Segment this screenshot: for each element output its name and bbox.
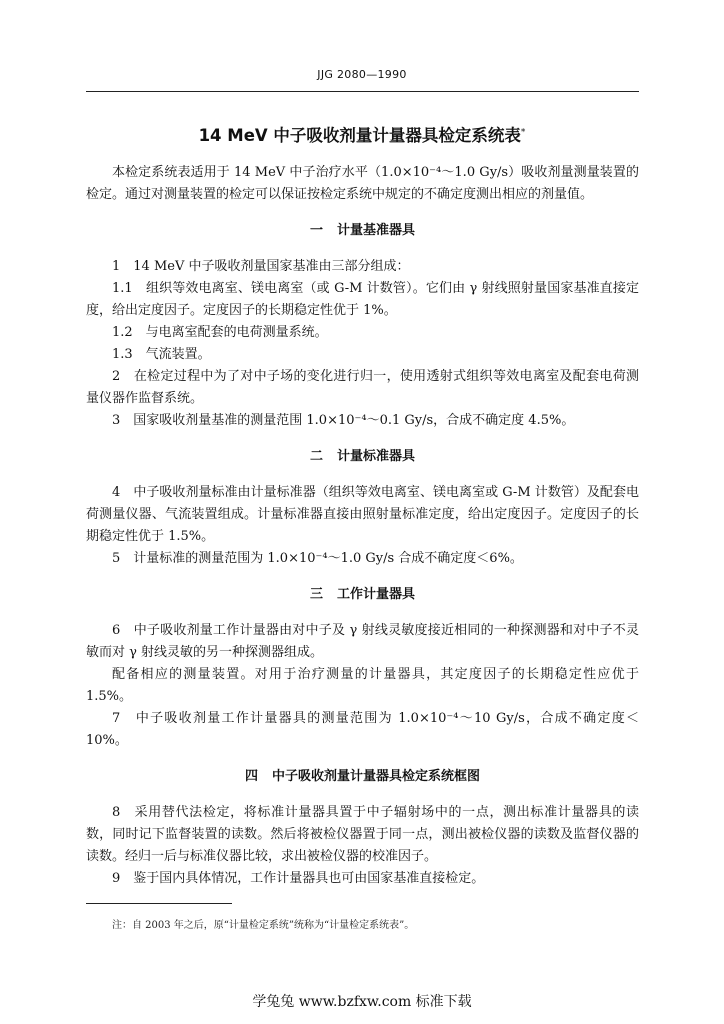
footer-watermark-text: 学兔兔 www.bzfxw.com 标准下载	[252, 994, 472, 1010]
intro-paragraph: 本检定系统表适用于 14 MeV 中子治疗水平（1.0×10⁻⁴～1.0 Gy/s）吸收剂量测量装置的检定。通过对测量装置的检定可以保证按检定系统中规定的不确定度测出相应的剂量值。	[86, 165, 639, 202]
footnote: 注：自 2003 年之后，原“计量检定系统”统称为“计量检定系统表”。	[112, 920, 415, 931]
section-title: 中子吸收剂量计量器具检定系统框图	[272, 769, 481, 784]
section-number: 三	[309, 587, 323, 602]
paragraph: 1 14 MeV 中子吸收剂量国家基准由三部分组成：	[112, 259, 410, 274]
document-body	[86, 162, 639, 890]
section-title: 计量标准器具	[337, 449, 416, 464]
section-title: 工作计量器具	[337, 587, 416, 602]
footnote-rule	[86, 903, 232, 904]
paragraph: 8 采用替代法检定，将标准计量器具置于中子辐射场中的一点，测出标准计量器具的读数，同时记下监督装置的读数。然后将被检仪器置于同一点，测出被检仪器的读数及监督仪器的读数。经归一后与标准仪器比较，求出被检仪器的校准因子。	[86, 805, 639, 864]
paragraph: 配备相应的测量装置。对用于治疗测量的计量器具，其定度因子的长期稳定性应优于 1.5%。	[86, 667, 639, 704]
paragraph: 7 中子吸收剂量工作计量器具的测量范围为 1.0×10⁻⁴～10 Gy/s，合成不确定度＜10%。	[86, 711, 639, 748]
paragraph: 2 在检定过程中为了对中子场的变化进行归一，使用透射式组织等效电离室及配套电荷测量仪器作监督系统。	[86, 369, 639, 406]
section-heading-4	[86, 766, 639, 788]
section-heading-1	[86, 220, 639, 242]
paragraph: 5 计量标准的测量范围为 1.0×10⁻⁴～1.0 Gy/s 合成不确定度＜6%。	[112, 551, 523, 566]
standard-id-header: JJG 2080—1990	[317, 68, 407, 81]
title-footnote-mark: *	[520, 127, 526, 138]
document-title	[0, 122, 724, 146]
section-number: 一	[309, 223, 323, 238]
section-title: 计量基准器具	[337, 223, 416, 238]
section-heading-3	[86, 584, 639, 606]
paragraph: 1.2 与电离室配套的电荷测量系统。	[112, 325, 328, 340]
section-number: 二	[309, 449, 323, 464]
header-rule	[86, 91, 639, 92]
section-heading-2	[86, 446, 639, 468]
paragraph: 6 中子吸收剂量工作计量器由对中子及 γ 射线灵敏度接近相同的一种探测器和对中子不灵敏而对 γ 射线灵敏的另一种探测器组成。	[86, 623, 639, 660]
section-number: 四	[244, 769, 258, 784]
paragraph: 9 鉴于国内具体情况，工作计量器具也可由国家基准直接检定。	[112, 871, 485, 886]
title-text: 14 MeV 中子吸收剂量计量器具检定系统表	[198, 126, 521, 145]
paragraph: 4 中子吸收剂量标准由计量标准器（组织等效电离室、镁电离室或 G-M 计数管）及配套电荷测量仪器、气流装置组成。计量标准器直接由照射量标准定度，给出定度因子。定度因子的长期稳定性优于 1.5%。	[86, 485, 639, 544]
paragraph: 3 国家吸收剂量基准的测量范围 1.0×10⁻⁴～0.1 Gy/s，合成不确定度 4.5%。	[112, 413, 575, 428]
paragraph: 1.3 气流装置。	[112, 347, 211, 362]
paragraph: 1.1 组织等效电离室、镁电离室（或 G-M 计数管）。它们由 γ 射线照射量国家基准直接定度，给出定度因子。定度因子的长期稳定性优于 1%。	[86, 281, 639, 318]
